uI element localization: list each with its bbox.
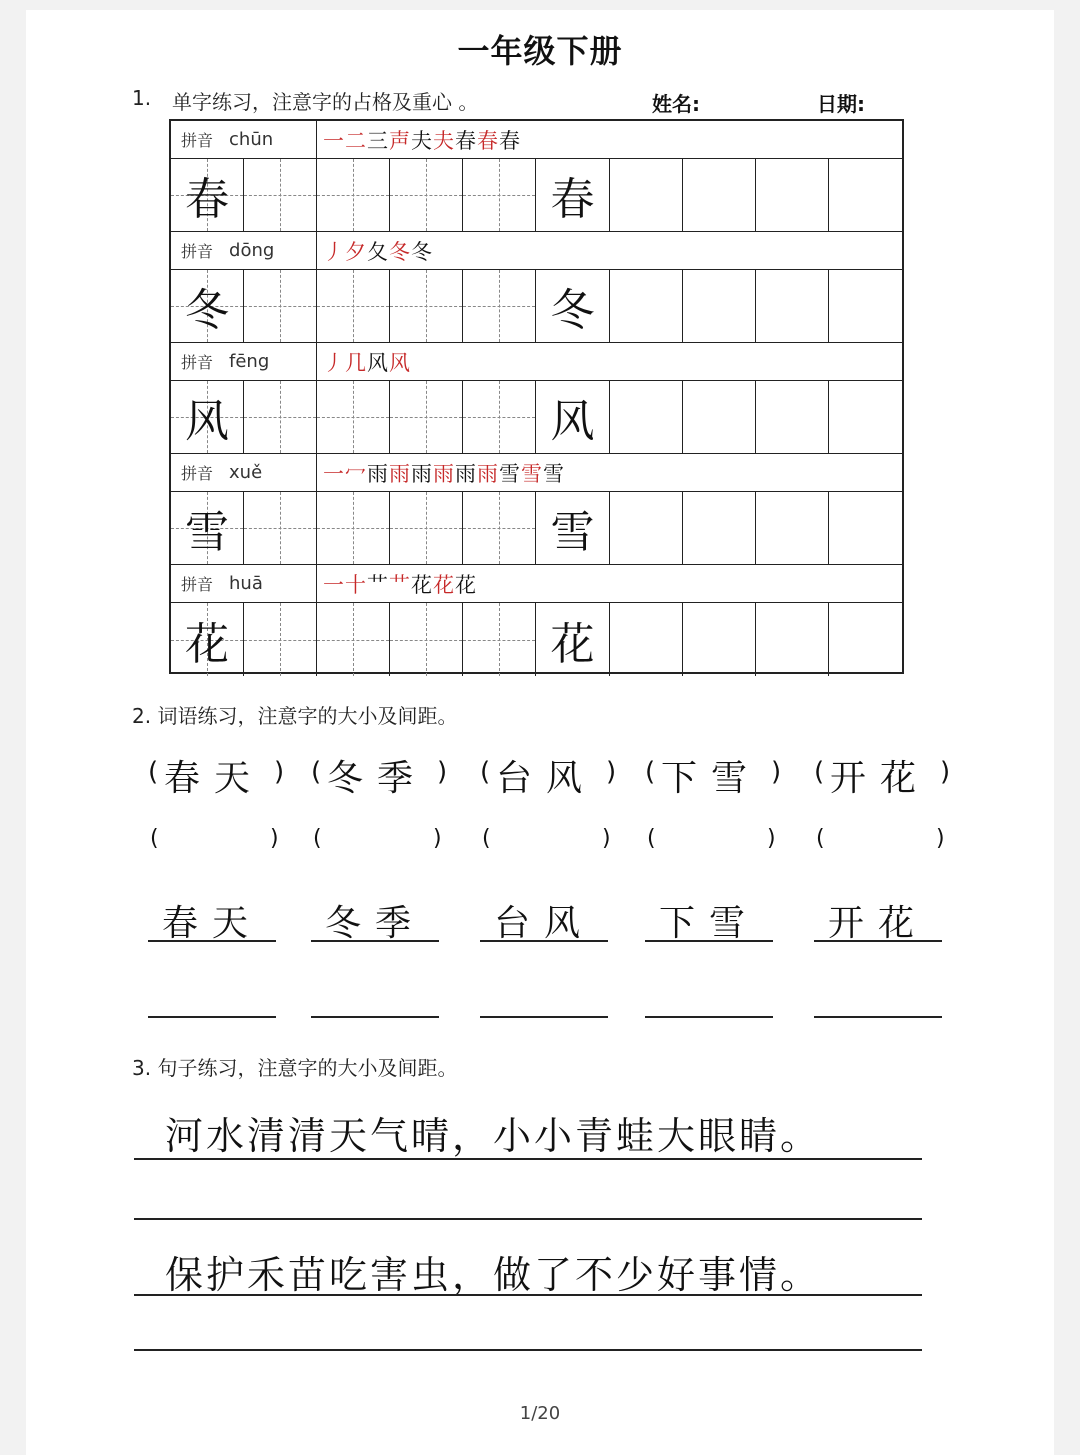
word-writing-line: [645, 940, 773, 942]
model-character: 冬: [185, 285, 230, 336]
answer-paren-open: (: [313, 826, 322, 851]
stroke-step: 风: [367, 350, 389, 375]
answer-paren-open: (: [816, 826, 825, 851]
guide-line: [463, 528, 535, 529]
stroke-order: [323, 454, 565, 491]
page-number: 1/20: [519, 1403, 561, 1424]
blank-cell: [683, 159, 756, 231]
pinyin-cell: [171, 565, 317, 602]
stroke-step: 夕: [345, 239, 367, 264]
stroke-step: 花: [433, 572, 455, 597]
tian-grid-cell: [317, 270, 390, 342]
word-writing-line: [148, 1016, 276, 1018]
stroke-step: 丿: [323, 239, 345, 264]
guide-line: [463, 306, 535, 307]
model-character: 花: [550, 618, 595, 670]
stroke-step: 夫: [411, 128, 433, 153]
pinyin-value: xuě: [229, 462, 263, 483]
pinyin-label: 拼音: [181, 131, 214, 150]
blank-cell: [537, 270, 610, 342]
blank-cell: [683, 270, 756, 342]
tian-grid-cell: [317, 492, 390, 564]
guide-line: [463, 640, 535, 641]
paren-close: ): [771, 757, 782, 787]
guide-line: [390, 528, 462, 529]
model-word: 春天: [164, 758, 265, 799]
stroke-step: 冬: [411, 239, 433, 264]
model-character: 春: [550, 174, 595, 225]
date-label: 日期:: [817, 92, 865, 116]
guide-line: [463, 195, 535, 196]
paren-close: ): [274, 757, 285, 787]
pinyin-row: [171, 454, 902, 492]
model-character: 花: [185, 618, 230, 670]
tian-grid-cell: [171, 270, 244, 342]
stroke-step: 十: [345, 572, 367, 597]
stroke-step: 花: [411, 572, 433, 597]
tian-grid-cell: [171, 492, 244, 564]
guide-line: [463, 417, 535, 418]
tian-grid-cell: [171, 603, 244, 676]
guide-line: [244, 640, 316, 641]
paren-close: ): [437, 757, 448, 787]
blank-cell: [829, 381, 902, 453]
stroke-step: 几: [345, 350, 367, 375]
blank-cell: [537, 381, 610, 453]
blank-cell: [756, 270, 829, 342]
stroke-step: 雪: [499, 461, 521, 486]
writing-line: [134, 1158, 922, 1160]
tian-grid-cell: [244, 492, 317, 564]
character-row: [171, 603, 902, 676]
tian-grid-cell: [390, 603, 463, 676]
stroke-step: 冖: [345, 461, 367, 486]
stroke-step: 雨: [455, 461, 477, 486]
model-character: 风: [550, 396, 595, 447]
blank-cell: [756, 603, 829, 676]
guide-line: [317, 640, 389, 641]
word-writing-line: [311, 1016, 439, 1018]
pinyin-value: fēng: [229, 351, 270, 372]
tian-grid-cell: [463, 159, 536, 231]
answer-paren-close: ): [767, 826, 776, 851]
pinyin-cell: [171, 121, 317, 158]
tian-grid-cell: [244, 270, 317, 342]
practice-word: 下雪: [659, 903, 760, 944]
writing-line: [134, 1294, 922, 1296]
paren-open: (: [645, 757, 656, 787]
guide-line: [244, 306, 316, 307]
stroke-step: 丿: [323, 350, 345, 375]
practice-word: 冬季: [325, 903, 426, 944]
stroke-step: 冬: [389, 239, 411, 264]
stroke-step: 一: [323, 128, 345, 153]
tian-grid-cell: [244, 381, 317, 453]
word-writing-line: [480, 1016, 608, 1018]
blank-cell: [683, 381, 756, 453]
pinyin-row: [171, 232, 902, 270]
practice-word: 春天: [162, 903, 263, 944]
guide-line: [390, 306, 462, 307]
word-writing-line: [480, 940, 608, 942]
stroke-step: 夂: [367, 239, 389, 264]
model-word: 下雪: [661, 758, 762, 799]
stroke-order: [323, 343, 411, 380]
blank-cell: [610, 159, 683, 231]
paren-open: (: [311, 757, 322, 787]
character-row: [171, 159, 902, 232]
blank-cell: [756, 492, 829, 564]
model-character: 春: [185, 174, 230, 225]
guide-line: [317, 417, 389, 418]
blank-cell: [829, 159, 902, 231]
blank-cell: [683, 492, 756, 564]
stroke-step: 一: [323, 572, 345, 597]
blank-cell: [756, 159, 829, 231]
guide-line: [244, 528, 316, 529]
section3-label: 3. 句子练习，注意字的大小及间距。: [132, 1056, 458, 1080]
answer-paren-open: (: [150, 826, 159, 851]
word-writing-line: [814, 940, 942, 942]
guide-line: [390, 640, 462, 641]
tian-grid-cell: [463, 603, 536, 676]
stroke-step: 雨: [389, 461, 411, 486]
tian-grid-cell: [463, 492, 536, 564]
tian-grid-cell: [463, 381, 536, 453]
answer-paren-open: (: [647, 826, 656, 851]
pinyin-value: dōng: [229, 240, 275, 261]
pinyin-row: [171, 343, 902, 381]
practice-word: 台风: [494, 903, 595, 944]
tian-grid-cell: [390, 270, 463, 342]
sentence-2: 保护禾苗吃害虫，做了不少好事情。: [165, 1253, 822, 1297]
word-writing-line: [645, 1016, 773, 1018]
blank-cell: [537, 159, 610, 231]
practice-grid: [169, 119, 904, 674]
stroke-step: 春: [499, 128, 521, 153]
tian-grid-cell: [171, 381, 244, 453]
tian-grid-cell: [390, 159, 463, 231]
tian-grid-cell: [390, 381, 463, 453]
answer-paren-close: ): [602, 826, 611, 851]
pinyin-label: 拼音: [181, 242, 214, 261]
pinyin-row: [171, 121, 902, 159]
pinyin-row: [171, 565, 902, 603]
character-row: [171, 492, 902, 565]
stroke-step: 二: [345, 128, 367, 153]
tian-grid-cell: [317, 159, 390, 231]
blank-cell: [610, 603, 683, 676]
tian-grid-cell: [171, 159, 244, 231]
pinyin-cell: [171, 343, 317, 380]
pinyin-cell: [171, 454, 317, 491]
stroke-step: 艹: [367, 572, 389, 597]
practice-word: 开花: [828, 903, 929, 944]
character-row: [171, 381, 902, 454]
stroke-step: 声: [389, 128, 411, 153]
model-character: 冬: [550, 285, 595, 336]
stroke-step: 雪: [543, 461, 565, 486]
pinyin-label: 拼音: [181, 353, 214, 372]
blank-cell: [610, 270, 683, 342]
model-character: 雪: [185, 507, 230, 558]
blank-cell: [756, 381, 829, 453]
tian-grid-cell: [317, 381, 390, 453]
name-label: 姓名:: [652, 92, 700, 116]
tian-grid-cell: [244, 159, 317, 231]
guide-line: [317, 195, 389, 196]
guide-line: [390, 417, 462, 418]
pinyin-cell: [171, 232, 317, 269]
stroke-step: 雨: [477, 461, 499, 486]
guide-line: [390, 195, 462, 196]
pinyin-value: huā: [229, 573, 263, 594]
guide-line: [244, 195, 316, 196]
pinyin-label: 拼音: [181, 464, 214, 483]
blank-cell: [537, 492, 610, 564]
guide-line: [317, 306, 389, 307]
writing-line: [134, 1218, 922, 1220]
word-writing-line: [148, 940, 276, 942]
model-word: 开花: [830, 758, 931, 799]
tian-grid-cell: [244, 603, 317, 676]
stroke-step: 春: [455, 128, 477, 153]
stroke-order: [323, 232, 433, 269]
stroke-step: 一: [323, 461, 345, 486]
stroke-step: 春: [477, 128, 499, 153]
stroke-step: 雪: [521, 461, 543, 486]
paren-close: ): [940, 757, 951, 787]
character-row: [171, 270, 902, 343]
blank-cell: [683, 603, 756, 676]
blank-cell: [829, 270, 902, 342]
stroke-order: [323, 565, 477, 602]
writing-line: [134, 1349, 922, 1351]
model-character: 雪: [550, 507, 595, 558]
guide-line: [317, 528, 389, 529]
pinyin-label: 拼音: [181, 575, 214, 594]
section1-label: 单字练习，注意字的占格及重心 。: [172, 90, 479, 114]
stroke-step: 花: [455, 572, 477, 597]
blank-cell: [610, 381, 683, 453]
paren-open: (: [814, 757, 825, 787]
guide-line: [244, 417, 316, 418]
model-word: 冬季: [327, 758, 428, 799]
word-writing-line: [311, 940, 439, 942]
paren-close: ): [606, 757, 617, 787]
answer-paren-close: ): [936, 826, 945, 851]
blank-cell: [829, 603, 902, 676]
answer-paren-open: (: [482, 826, 491, 851]
paren-open: (: [148, 757, 159, 787]
stroke-step: 雨: [367, 461, 389, 486]
section2-label: 2. 词语练习，注意字的大小及间距。: [132, 704, 458, 728]
stroke-order: [323, 121, 521, 158]
answer-paren-close: ): [433, 826, 442, 851]
paren-open: (: [480, 757, 491, 787]
stroke-step: 雨: [411, 461, 433, 486]
model-word: 台风: [496, 758, 597, 799]
blank-cell: [610, 492, 683, 564]
sentence-1: 河水清清天气晴，小小青蛙大眼睛。: [165, 1114, 822, 1158]
tian-grid-cell: [317, 603, 390, 676]
blank-cell: [829, 492, 902, 564]
stroke-step: 三: [367, 128, 389, 153]
blank-cell: [537, 603, 610, 676]
model-character: 风: [185, 396, 230, 447]
tian-grid-cell: [390, 492, 463, 564]
stroke-step: 夫: [433, 128, 455, 153]
page-title: 一年级下册: [457, 32, 623, 70]
section1-number: 1.: [132, 86, 152, 110]
tian-grid-cell: [463, 270, 536, 342]
stroke-step: 风: [389, 350, 411, 375]
stroke-step: 艹: [389, 572, 411, 597]
word-writing-line: [814, 1016, 942, 1018]
stroke-step: 雨: [433, 461, 455, 486]
answer-paren-close: ): [270, 826, 279, 851]
pinyin-value: chūn: [229, 129, 274, 150]
